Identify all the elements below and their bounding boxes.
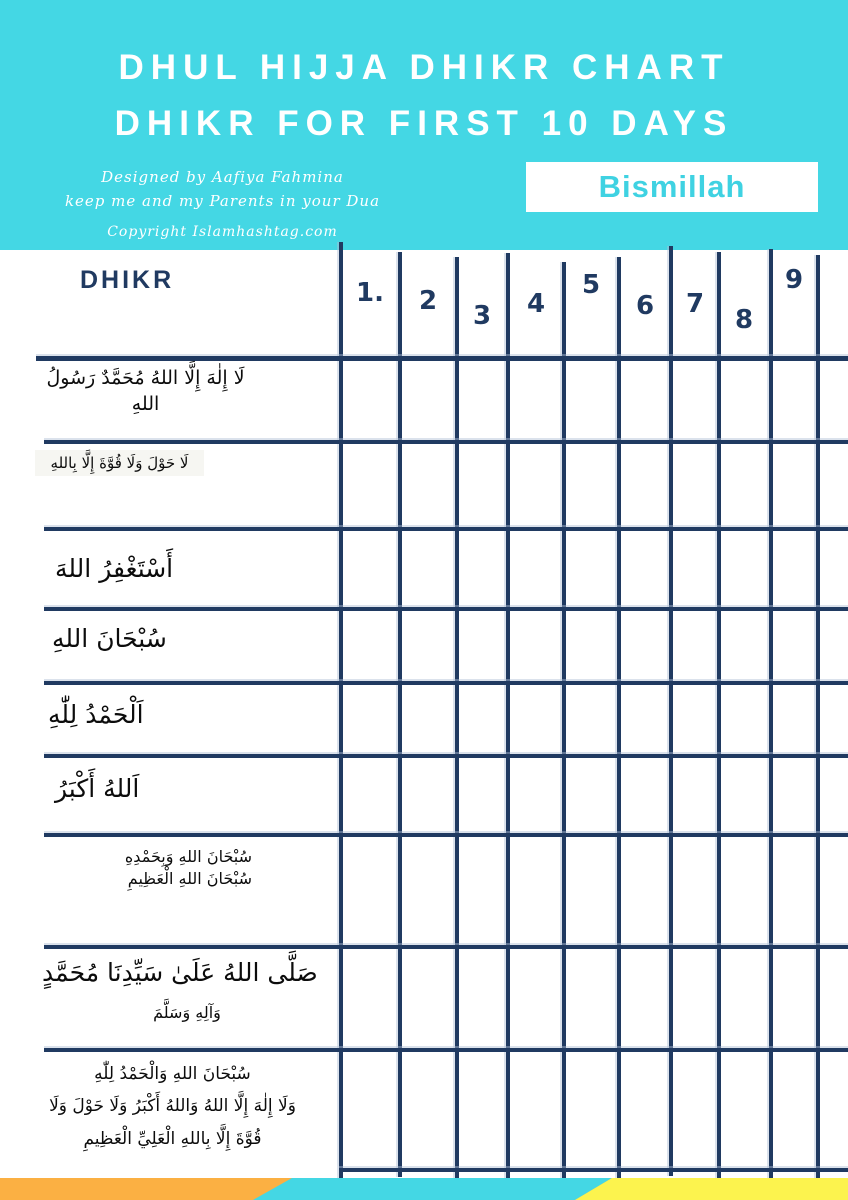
bismillah-badge-label: Bismillah	[598, 169, 746, 204]
dhikr-line: سُبْحَانَ اللهِ وَبِحَمْدِهِ	[124, 847, 252, 866]
grid-hline	[44, 607, 848, 611]
day-number-5: 5	[581, 270, 601, 300]
grid-vline	[669, 246, 673, 1176]
dhikr-row-third-kalima	[10, 1058, 335, 1155]
footer-color-band	[0, 1178, 848, 1200]
grid-vline	[398, 252, 402, 1177]
designer-credit: Designed by Aafiya Fahmina	[101, 168, 344, 186]
day-number-3: 3	[472, 301, 492, 331]
grid-hline	[36, 356, 848, 361]
dhikr-row-subhanallah-wa-bihamdihi	[52, 846, 252, 889]
dhikr-row-salawat-line2: وَآلِهِ وَسَلَّمَ	[153, 1003, 221, 1022]
dhikr-line: وَلَا إِلٰهَ إِلَّا اللهُ وَاللهُ أَكْبَرُ وَلَا حَوْلَ وَلَا	[49, 1096, 296, 1117]
day-number-1: 1.	[356, 278, 384, 308]
dhikr-row-salawat-line1: صَلَّى اللهُ عَلَىٰ سَيِّدِنَا مُحَمَّدٍ	[42, 958, 318, 987]
grid-hline	[44, 945, 848, 949]
grid-vline	[339, 242, 343, 1180]
grid-hline	[44, 754, 848, 758]
grid-hline	[44, 527, 848, 531]
grid-vline	[506, 253, 510, 1178]
dhikr-line: سُبْحَانَ اللهِ الْعَظِيمِ	[127, 868, 252, 888]
dua-request-text: keep me and my Parents in your Dua	[64, 192, 381, 210]
page-title-line2: DHIKR FOR FIRST 10 DAYS	[114, 104, 734, 143]
day-number-9: 9	[784, 265, 804, 295]
dhikr-row-la-hawla: لَا حَوْلَ وَلَا قُوَّةَ إِلَّا بِاللهِ	[35, 450, 204, 476]
grid-hline	[44, 681, 848, 685]
grid-hline	[44, 833, 848, 837]
dhikr-line: قُوَّةَ إِلَّا بِاللهِ الْعَلِيِّ الْعَظِيمِ	[83, 1128, 262, 1149]
grid-hline	[44, 440, 848, 444]
grid-hline	[339, 1168, 848, 1172]
copyright-text: Copyright Islamhashtag.com	[107, 224, 338, 240]
page-title-line1: DHUL HIJJA DHIKR CHART	[118, 48, 730, 87]
day-number-8: 8	[734, 305, 754, 335]
dhikr-line: سُبْحَانَ اللهِ وَالْحَمْدُ لِلّٰهِ	[94, 1064, 251, 1084]
dhikr-row-la-ilaha-illallah: لَا إِلٰهَ إِلَّا اللهُ مُحَمَّدٌ رَسُولُ اللهِ	[46, 367, 245, 415]
day-number-7: 7	[685, 289, 705, 319]
grid-vline	[769, 249, 773, 1184]
grid-vline	[717, 252, 721, 1181]
dhikr-row-alhamdulillah: اَلْحَمْدُ لِلّٰهِ	[48, 700, 144, 729]
grid-hline	[44, 1048, 848, 1052]
day-number-2: 2	[418, 286, 438, 316]
dhikr-row-subhanallah: سُبْحَانَ اللهِ	[52, 624, 167, 653]
dhikr-column-header: DHIKR	[80, 266, 175, 294]
bismillah-badge	[526, 162, 818, 212]
grid-vline	[816, 255, 820, 1183]
day-number-4: 4	[526, 289, 546, 319]
dhikr-row-allahu-akbar: اَللهُ أَكْبَرُ	[55, 774, 140, 803]
dhikr-row-astaghfirullah: أَسْتَغْفِرُ اللهَ	[55, 554, 174, 583]
day-number-6: 6	[635, 291, 655, 321]
grid-vline	[617, 257, 621, 1180]
grid-vline	[455, 257, 459, 1183]
grid-vline	[562, 262, 566, 1185]
